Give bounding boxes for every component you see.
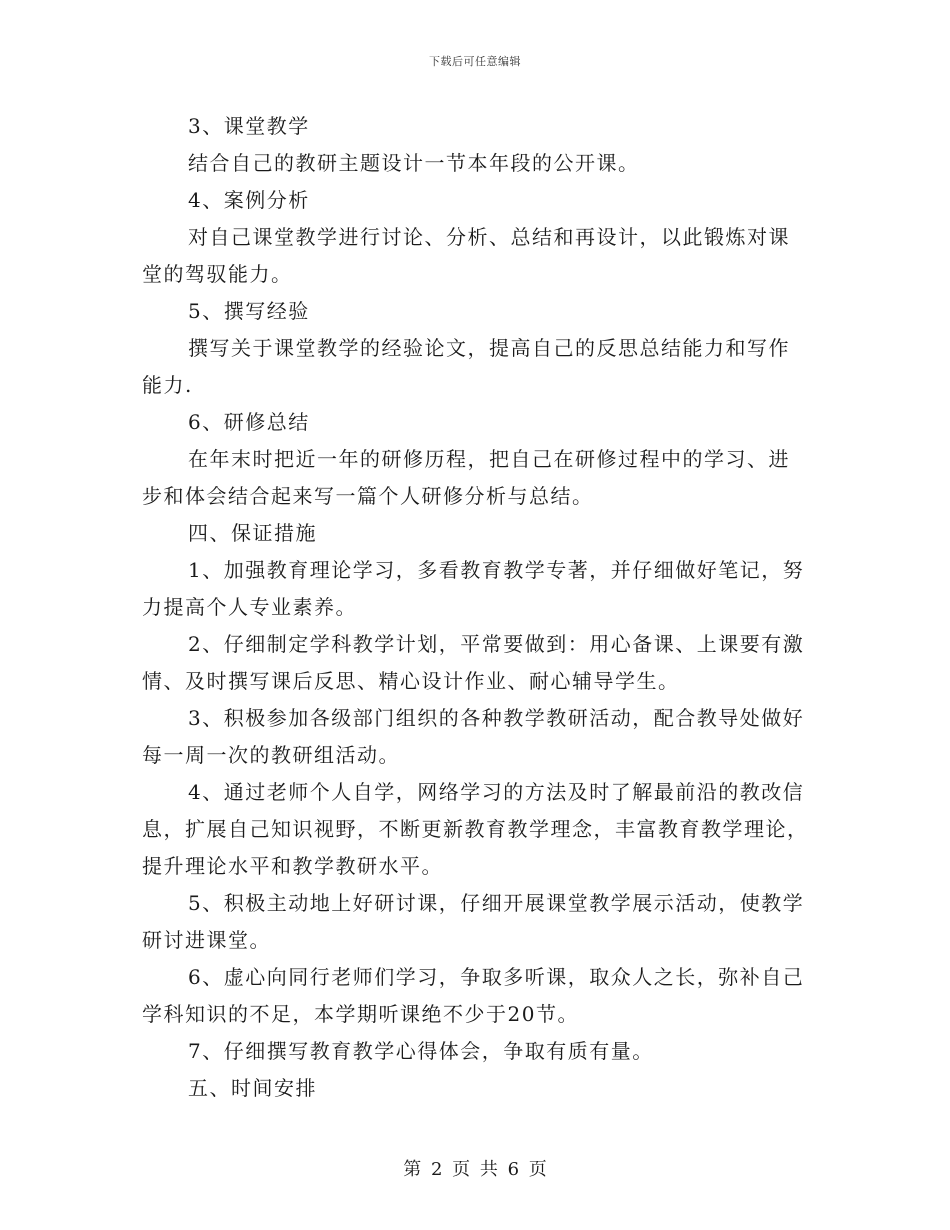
paragraph-line: 堂的驾驭能力。 xyxy=(142,262,293,286)
heading-case-analysis: 4、案例分析 xyxy=(188,188,310,212)
heading-write-experience: 5、撰写经验 xyxy=(188,299,310,323)
page-number: 第 2 页 共 6 页 xyxy=(403,1159,547,1180)
list-item-line: 2、仔细制定学科教学计划，平常要做到：用心备课、上课要有激 xyxy=(188,632,805,656)
list-item-line: 3、积极参加各级部门组织的各种教学教研活动，配合教导处做好 xyxy=(188,706,805,730)
list-item-line: 提升理论水平和教学教研水平。 xyxy=(142,854,443,878)
paragraph-line: 对自己课堂教学进行讨论、分析、总结和再设计，以此锻炼对课 xyxy=(188,225,790,249)
list-item-line: 息，扩展自己知识视野，不断更新教育教学理念，丰富教育教学理论， xyxy=(142,817,809,841)
list-item-line: 1、加强教育理论学习，多看教育教学专著，并仔细做好笔记，努 xyxy=(188,558,805,582)
paragraph-line: 步和体会结合起来写一篇个人研修分析与总结。 xyxy=(142,484,594,508)
list-item-line: 4、通过老师个人自学，网络学习的方法及时了解最前沿的教改信 xyxy=(188,780,805,804)
list-item-line: 每一周一次的教研组活动。 xyxy=(142,743,400,767)
list-item-line: 7、仔细撰写教育教学心得体会，争取有质有量。 xyxy=(188,1039,654,1063)
heading-study-summary: 6、研修总结 xyxy=(188,410,310,434)
paragraph-line: 结合自己的教研主题设计一节本年段的公开课。 xyxy=(188,151,640,175)
list-item-line: 5、积极主动地上好研讨课，仔细开展课堂教学展示活动，使教学 xyxy=(188,891,805,915)
list-item-line: 力提高个人专业素养。 xyxy=(142,595,357,619)
list-item-line: 研讨进课堂。 xyxy=(142,928,271,952)
list-item-line: 6、虚心向同行老师们学习，争取多听课，取众人之长，弥补自己 xyxy=(188,965,805,989)
list-item-line: 情、及时撰写课后反思、精心设计作业、耐心辅导学生。 xyxy=(142,669,680,693)
section-heading-guarantee-measures: 四、保证措施 xyxy=(188,521,317,545)
section-heading-time-schedule: 五、时间安排 xyxy=(188,1076,317,1100)
heading-classroom-teaching: 3、课堂教学 xyxy=(188,114,310,138)
paragraph-line: 撰写关于课堂教学的经验论文，提高自己的反思总结能力和写作 xyxy=(188,336,790,360)
list-item-line: 学科知识的不足，本学期听课绝不少于20节。 xyxy=(142,1002,579,1026)
paragraph-line: 在年末时把近一年的研修历程，把自己在研修过程中的学习、进 xyxy=(188,447,790,471)
page-header: 下载后可任意编辑 xyxy=(429,55,521,68)
paragraph-line: 能力. xyxy=(142,373,193,397)
document-body xyxy=(142,108,814,1107)
